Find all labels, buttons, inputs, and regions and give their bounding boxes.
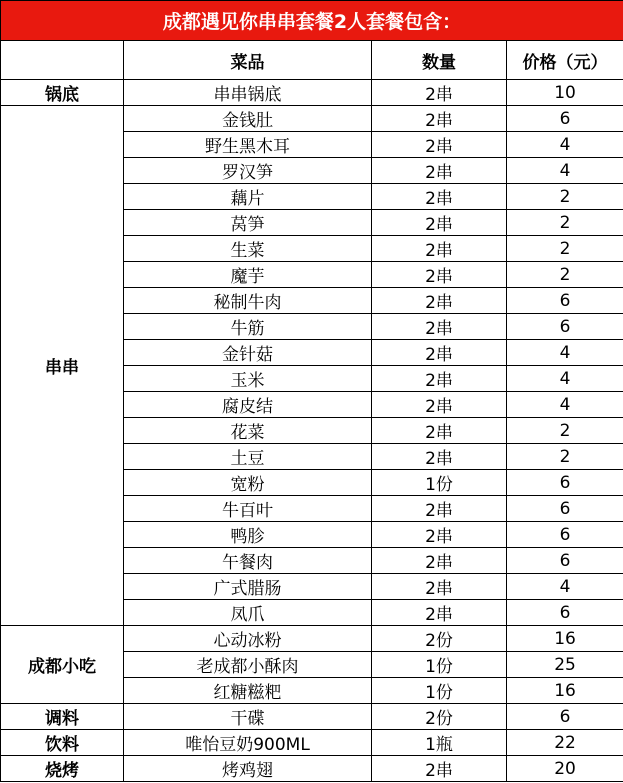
dish-cell: 藕片 <box>124 184 372 210</box>
dish-cell: 金钱肚 <box>124 106 372 132</box>
dish-cell: 宽粉 <box>124 470 372 496</box>
price-cell: 22 <box>507 730 623 756</box>
quantity-cell: 2串 <box>372 600 507 626</box>
quantity-cell: 2串 <box>372 210 507 236</box>
menu-body <box>1 80 623 782</box>
category-cell: 饮料 <box>1 730 124 756</box>
dish-cell: 凤爪 <box>124 600 372 626</box>
price-cell: 6 <box>507 470 623 496</box>
price-cell: 2 <box>507 236 623 262</box>
header-price: 价格（元） <box>507 41 623 80</box>
dish-cell: 午餐肉 <box>124 548 372 574</box>
quantity-cell: 2串 <box>372 756 507 782</box>
price-cell: 16 <box>507 678 623 704</box>
price-cell: 4 <box>507 340 623 366</box>
header-category <box>1 41 124 80</box>
quantity-cell: 2串 <box>372 574 507 600</box>
price-cell: 2 <box>507 444 623 470</box>
dish-cell: 罗汉笋 <box>124 158 372 184</box>
header-row <box>1 41 623 80</box>
price-cell: 16 <box>507 626 623 652</box>
dish-cell: 花菜 <box>124 418 372 444</box>
quantity-cell: 2串 <box>372 236 507 262</box>
dish-cell: 魔芋 <box>124 262 372 288</box>
quantity-cell: 2串 <box>372 158 507 184</box>
dish-cell: 烤鸡翅 <box>124 756 372 782</box>
quantity-cell: 2串 <box>372 314 507 340</box>
price-cell: 6 <box>507 314 623 340</box>
price-cell: 6 <box>507 106 623 132</box>
quantity-cell: 2串 <box>372 132 507 158</box>
quantity-cell: 2串 <box>372 548 507 574</box>
price-cell: 4 <box>507 574 623 600</box>
price-cell: 2 <box>507 418 623 444</box>
dish-cell: 广式腊肠 <box>124 574 372 600</box>
quantity-cell: 1瓶 <box>372 730 507 756</box>
table-row <box>1 80 623 106</box>
category-cell: 锅底 <box>1 80 124 106</box>
quantity-cell: 2串 <box>372 392 507 418</box>
category-cell: 烧烤 <box>1 756 124 782</box>
dish-cell: 牛筋 <box>124 314 372 340</box>
price-cell: 2 <box>507 184 623 210</box>
dish-cell: 鸭胗 <box>124 522 372 548</box>
dish-cell: 牛百叶 <box>124 496 372 522</box>
dish-cell: 金针菇 <box>124 340 372 366</box>
dish-cell: 心动冰粉 <box>124 626 372 652</box>
price-cell: 6 <box>507 288 623 314</box>
dish-cell: 干碟 <box>124 704 372 730</box>
dish-cell: 野生黑木耳 <box>124 132 372 158</box>
dish-cell: 唯怡豆奶900ML <box>124 730 372 756</box>
price-cell: 20 <box>507 756 623 782</box>
price-cell: 10 <box>507 80 623 106</box>
price-cell: 4 <box>507 392 623 418</box>
dish-cell: 串串锅底 <box>124 80 372 106</box>
dish-cell: 土豆 <box>124 444 372 470</box>
quantity-cell: 2串 <box>372 444 507 470</box>
dish-cell: 生菜 <box>124 236 372 262</box>
dish-cell: 红糖糍粑 <box>124 678 372 704</box>
header-dish: 菜品 <box>124 41 372 80</box>
quantity-cell: 2串 <box>372 80 507 106</box>
dish-cell: 老成都小酥肉 <box>124 652 372 678</box>
table-row <box>1 730 623 756</box>
dish-cell: 玉米 <box>124 366 372 392</box>
quantity-cell: 2串 <box>372 522 507 548</box>
quantity-cell: 2串 <box>372 262 507 288</box>
price-cell: 6 <box>507 600 623 626</box>
table-row <box>1 756 623 782</box>
quantity-cell: 1份 <box>372 470 507 496</box>
price-cell: 2 <box>507 262 623 288</box>
title-row <box>1 1 623 41</box>
price-cell: 4 <box>507 158 623 184</box>
quantity-cell: 2串 <box>372 340 507 366</box>
header-quantity: 数量 <box>372 41 507 80</box>
table-row <box>1 626 623 652</box>
price-cell: 2 <box>507 210 623 236</box>
quantity-cell: 1份 <box>372 652 507 678</box>
dish-cell: 秘制牛肉 <box>124 288 372 314</box>
price-cell: 6 <box>507 548 623 574</box>
quantity-cell: 2串 <box>372 106 507 132</box>
price-cell: 6 <box>507 522 623 548</box>
price-cell: 6 <box>507 496 623 522</box>
quantity-cell: 2串 <box>372 288 507 314</box>
quantity-cell: 2串 <box>372 184 507 210</box>
dish-cell: 莴笋 <box>124 210 372 236</box>
category-cell: 成都小吃 <box>1 626 124 704</box>
price-cell: 6 <box>507 704 623 730</box>
table-row <box>1 106 623 132</box>
dish-cell: 腐皮结 <box>124 392 372 418</box>
price-cell: 4 <box>507 132 623 158</box>
table-title: 成都遇见你串串套餐2人套餐包含： <box>1 1 623 41</box>
category-cell: 串串 <box>1 106 124 626</box>
quantity-cell: 2串 <box>372 366 507 392</box>
category-cell: 调料 <box>1 704 124 730</box>
quantity-cell: 1份 <box>372 678 507 704</box>
quantity-cell: 2份 <box>372 704 507 730</box>
quantity-cell: 2串 <box>372 496 507 522</box>
quantity-cell: 2串 <box>372 418 507 444</box>
price-cell: 4 <box>507 366 623 392</box>
quantity-cell: 2份 <box>372 626 507 652</box>
table-row <box>1 704 623 730</box>
price-cell: 25 <box>507 652 623 678</box>
